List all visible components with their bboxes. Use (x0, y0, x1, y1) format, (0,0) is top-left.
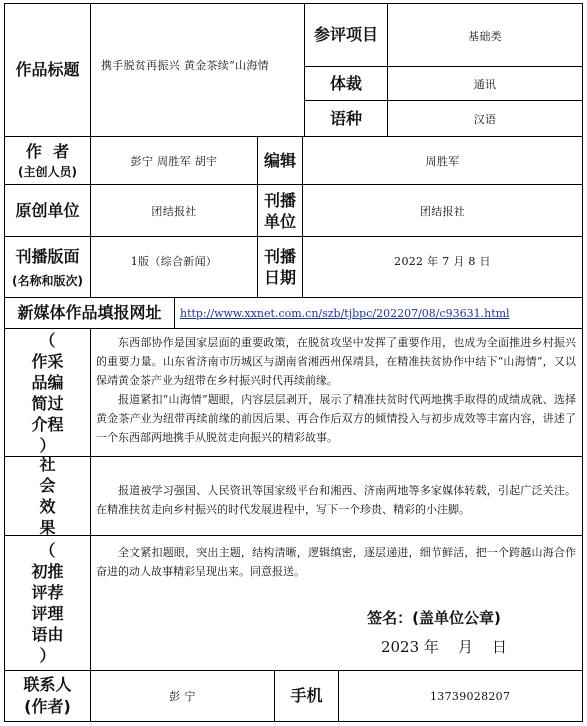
review-label: （ 初推 评荐 评理 语由 ） (31, 541, 64, 665)
genre-label: 体裁 (329, 73, 362, 93)
process-text: 东西部协作是国家层面的重要政策，在脱贫攻坚中发挥了重要作用，也成为全面推进乡村振兴的重要力量。山东省济南市历城区与湖南省湘西州保靖县，在精准扶贫协作中结下“山海情”，又以保靖黄金茶产业为纽带在乡村振兴时代再续前缘。 报道紧扣“山海情”题眼，内容层层剥开，展示了精准扶贫时代两地携手取得的成绩成就、选择黄金茶产业为纽带再续前缘的前因后果、再合作后双方的倾情投入与初步成效等丰富内容，讲述了一个东西部两地携手从脱贫走向振兴的精彩故事。 (96, 336, 576, 444)
pub-date-label: 刊播 日期 (263, 247, 296, 287)
effect-label: 社 会 效 果 (39, 455, 56, 537)
submission-form (4, 3, 583, 722)
phone-value: 13739028207 (430, 689, 511, 703)
category-label: 参评项目 (313, 25, 378, 44)
signature-date: 2023 年 月 日 (380, 637, 508, 656)
category-value: 基础类 (468, 30, 502, 43)
language-value: 汉语 (473, 113, 497, 126)
page-value: 1版（综合新闻） (130, 255, 218, 268)
url-label: 新媒体作品填报网址 (17, 303, 162, 322)
publisher-unit-label: 刊播 单位 (263, 190, 296, 231)
pub-date-value: 2022 年 7 月 8 日 (394, 255, 491, 268)
contact-label: 联系人 (作者) (23, 675, 72, 716)
signature-line: 签名：(盖单位公章) (367, 608, 501, 627)
publisher-unit-value: 团结报社 (419, 204, 466, 218)
page-label: 刊播版面 (名称和版次) (12, 246, 83, 288)
effect-text: 报道被学习强国、人民资讯等国家级平台和湘西、济南两地等多家媒体转载，引起广泛关注。在精准扶贫走向乡村振兴的时代发展进程中，写下一个珍贵、精彩的小注脚。 (96, 484, 576, 516)
process-label: （ 作采 品编 简过 介程 ） (31, 330, 64, 455)
url-value-cell (175, 298, 582, 328)
genre-value: 通讯 (473, 77, 497, 91)
work-url-link[interactable]: http://www.xxnet.com.cn/szb/tjbpc/202207/08/c93631.html (180, 306, 510, 320)
phone-label: 手机 (290, 686, 323, 705)
editor-label: 编辑 (263, 150, 296, 170)
title-value: 携手脱贫再振兴 黄金茶续“山海情 (101, 59, 269, 72)
author-value: 彭宁 周胜军 胡宇 (130, 154, 218, 168)
editor-value: 周胜军 (425, 155, 460, 168)
review-text: 全文紧扣题眼，突出主题，结构清晰，逻辑缜密，逐层递进，细节鲜活，把一个跨越山海合作奋进的动人故事精彩呈现出来。同意报送。 (96, 546, 576, 578)
border-right (582, 3, 583, 722)
original-unit-value: 团结报社 (151, 204, 197, 218)
original-unit-label: 原创单位 (15, 200, 80, 220)
title-label: 作品标题 (15, 60, 80, 79)
rule (90, 328, 91, 671)
author-label: 作 者 (主创人员) (18, 142, 77, 179)
language-label: 语种 (329, 108, 362, 128)
contact-value: 彭 宁 (169, 690, 196, 703)
